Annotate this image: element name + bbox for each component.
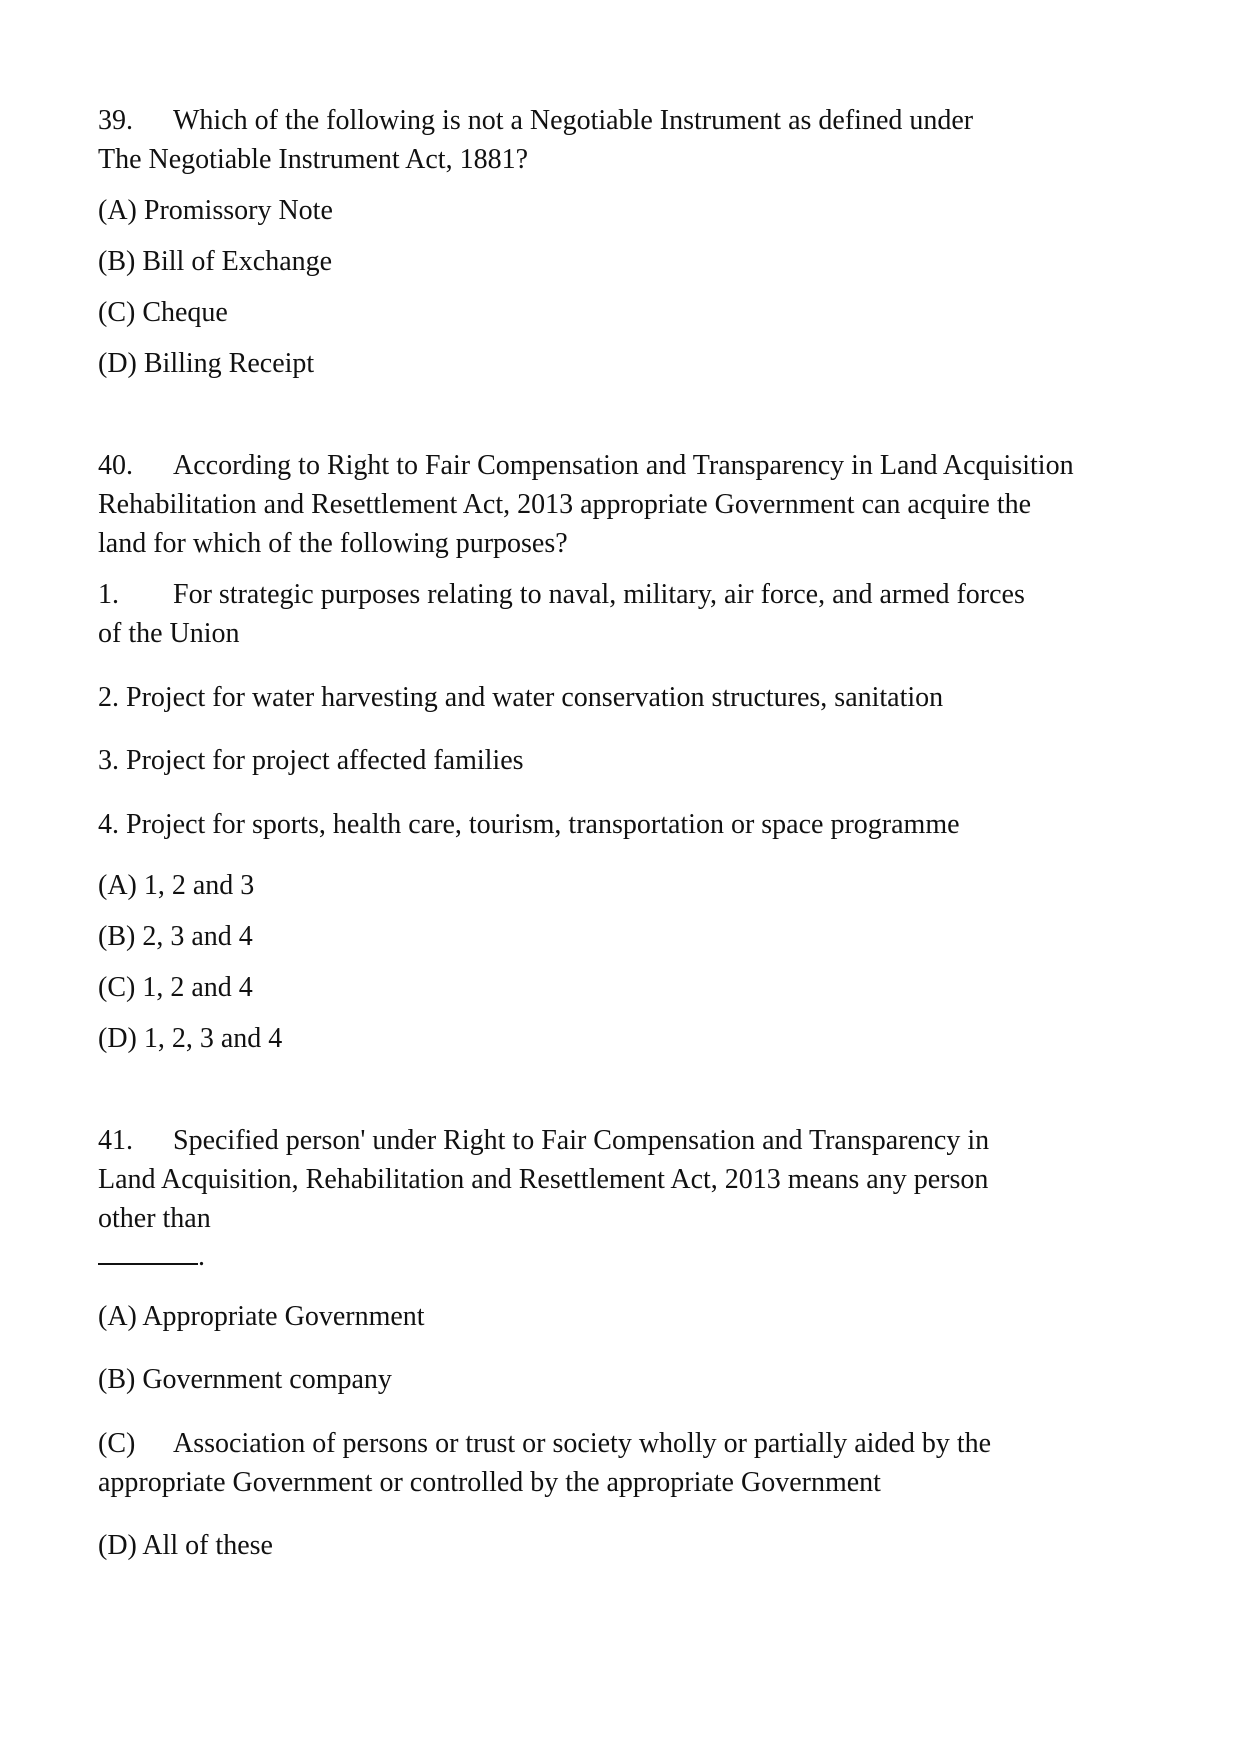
option-b: (B) Government company — [98, 1364, 392, 1395]
list-item-number: 1. — [98, 579, 119, 610]
list-item-1-line-2: of the Union — [98, 618, 240, 649]
option-b: (B) 2, 3 and 4 — [98, 921, 253, 952]
question-41-line-2: Land Acquisition, Rehabilitation and Resettlement Act, 2013 means any person — [98, 1164, 989, 1195]
list-item-2: 2. Project for water harvesting and water conservation structures, sanitation — [98, 682, 944, 713]
question-number: 40. — [98, 450, 133, 481]
option-d: (D) Billing Receipt — [98, 348, 315, 379]
question-41-line-3: other than — [98, 1203, 211, 1234]
option-letter: (C) — [98, 1428, 136, 1459]
question-40-line-3: land for which of the following purposes? — [98, 528, 568, 559]
option-d: (D) All of these — [98, 1530, 273, 1561]
list-item-4: 4. Project for sports, health care, tourism, transportation or space programme — [98, 809, 960, 840]
option-a: (A) Promissory Note — [98, 195, 333, 226]
option-a: (A) 1, 2 and 3 — [98, 870, 255, 901]
option-c: (C) 1, 2 and 4 — [98, 972, 253, 1003]
option-c: (C) Cheque — [98, 297, 228, 328]
question-39-line-2: The Negotiable Instrument Act, 1881? — [98, 144, 528, 175]
option-d: (D) 1, 2, 3 and 4 — [98, 1023, 283, 1054]
question-text: Which of the following is not a Negotiable Instrument as defined under — [173, 105, 974, 136]
list-item-3: 3. Project for project affected families — [98, 745, 524, 776]
answer-blank — [98, 1241, 198, 1265]
answer-blank-line — [98, 1237, 205, 1276]
question-40-line-2: Rehabilitation and Resettlement Act, 2013 appropriate Government can acquire the — [98, 489, 1032, 520]
option-b: (B) Bill of Exchange — [98, 246, 333, 277]
blank-suffix: . — [198, 1241, 205, 1272]
question-text: Specified person' under Right to Fair Compensation and Transparency in — [173, 1125, 990, 1156]
list-item-text: For strategic purposes relating to naval, military, air force, and armed forces — [173, 579, 1025, 610]
option-c-line-2: appropriate Government or controlled by the appropriate Government — [98, 1467, 881, 1498]
list-item-1-line-1 — [98, 575, 1025, 614]
question-number: 39. — [98, 105, 133, 136]
option-c-line-1 — [98, 1424, 991, 1463]
question-39-line-1 — [98, 101, 973, 140]
question-number: 41. — [98, 1125, 133, 1156]
question-41-line-1 — [98, 1121, 989, 1160]
question-40-line-1 — [98, 446, 1074, 485]
option-text: Association of persons or trust or society wholly or partially aided by the — [173, 1428, 992, 1459]
option-a: (A) Appropriate Government — [98, 1301, 425, 1332]
question-text: According to Right to Fair Compensation and Transparency in Land Acquisition — [173, 450, 1074, 481]
